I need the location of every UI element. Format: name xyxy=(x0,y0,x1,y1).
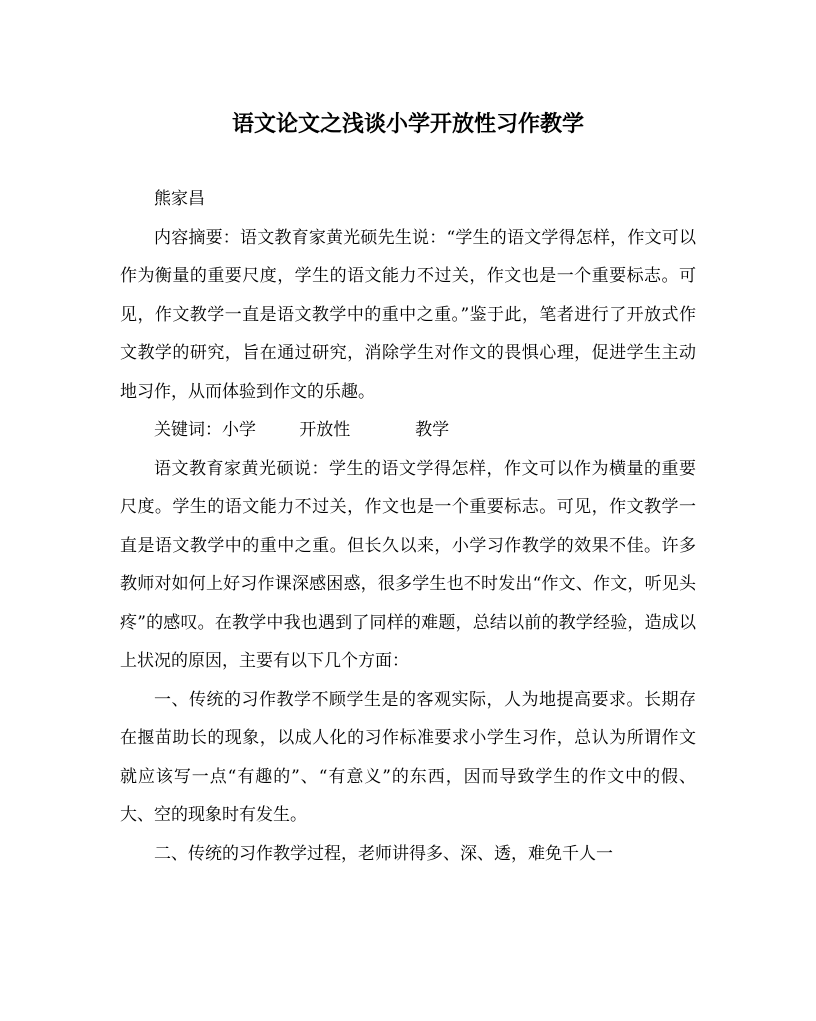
author-line: 熊家昌 xyxy=(154,189,205,209)
document-title: 语文论文之浅谈小学开放性习作教学 xyxy=(231,111,584,137)
body-paragraph-3: 二、传统的习作教学过程，老师讲得多、深、透，难免千人一 xyxy=(154,843,613,864)
body-paragraph-2: 一、传统的习作教学不顾学生是的客观实际，人为地提高要求。长期存在揠苗助长的现象，以成人化的习作标准要求小学生习作，总认为所谓作文就应该写一点“有趣的”、“有意义”的东西，因而导致学生的作文中的假、大、空的现象时有发生。 xyxy=(120,689,696,825)
abstract-paragraph: 内容摘要：语文教育家黄光硕先生说：“学生的语文学得怎样，作文可以作为衡量的重要尺度，学生的语文能力不过关，作文也是一个重要标志。可见，作文教学一直是语文教学中的重中之重。”鉴于此，笔者进行了开放式作文教学的研究，旨在通过研究，消除学生对作文的畏惧心理，促进学生主动地习作，从而体验到作文的乐趣。 xyxy=(120,227,696,402)
document-body xyxy=(120,180,696,873)
body-paragraph-1: 语文教育家黄光硕说：学生的语文学得怎样，作文可以作为横量的重要尺度。学生的语文能力不过关，作文也是一个重要标志。可见，作文教学一直是语文教学中的重中之重。但长久以来，小学习作教学的效果不佳。许多教师对如何上好习作课深感困惑，很多学生也不时发出“作文、作文，听见头疼”的感叹。在教学中我也遇到了同样的难题，总结以前的教学经验，造成以上状况的原因，主要有以下几个方面： xyxy=(120,458,696,671)
keywords-line: 关键词：小学 开放性 教学 xyxy=(154,420,450,440)
